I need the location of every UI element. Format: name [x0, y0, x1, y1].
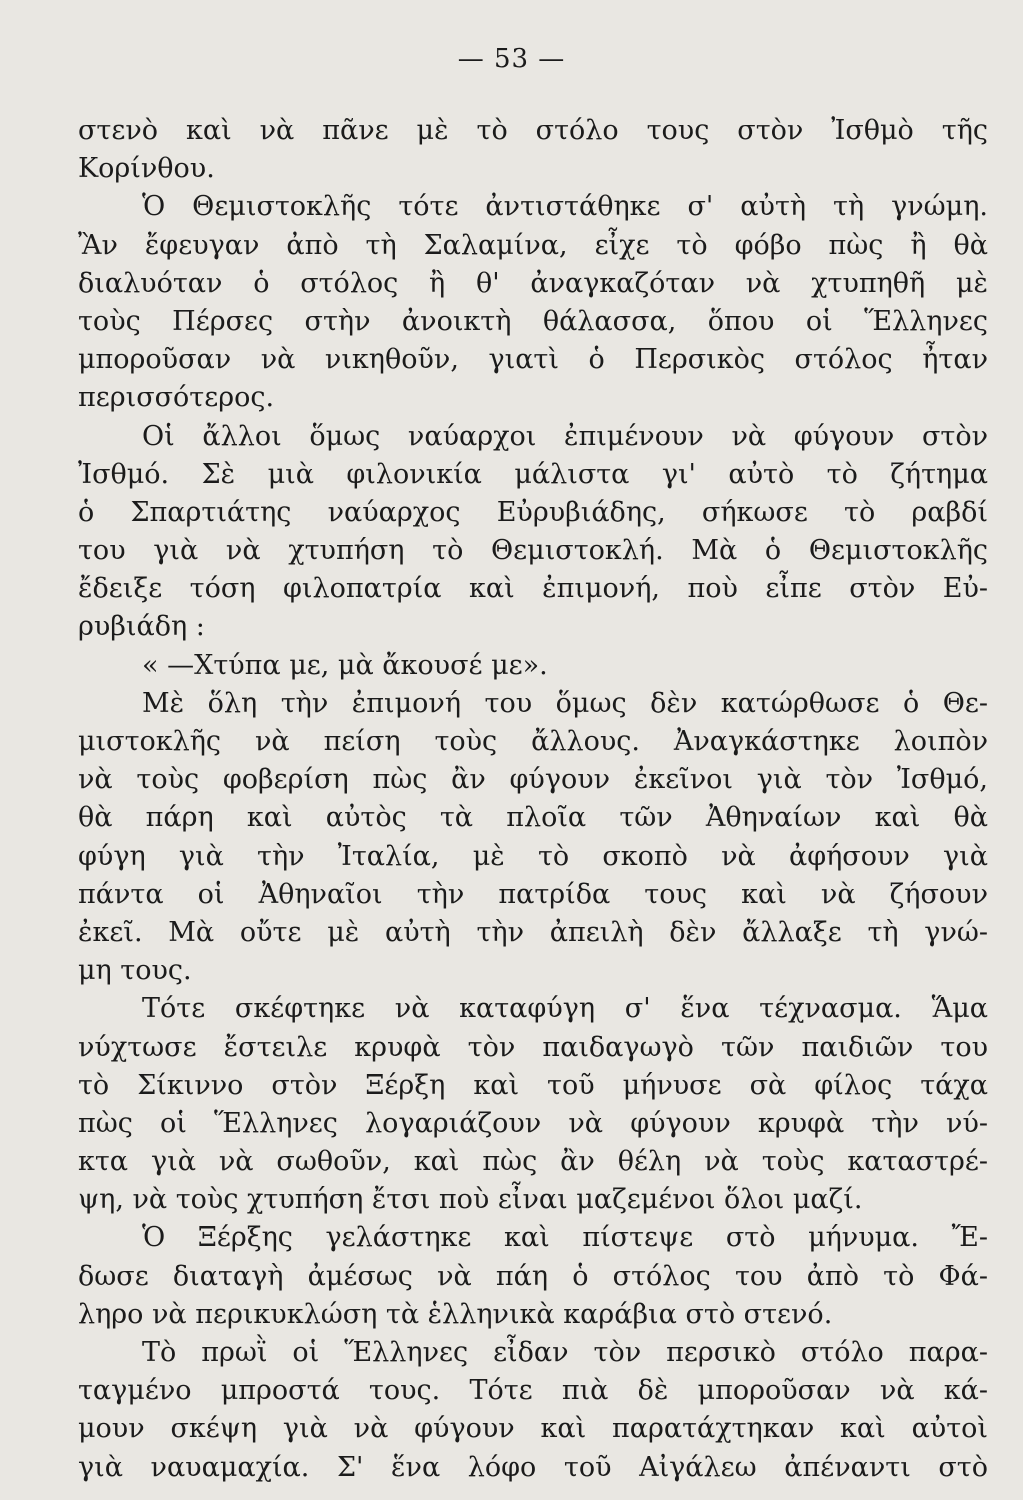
text-line: Κορίνθου. — [78, 153, 215, 185]
text-line: πάντα οἱ Ἀθηναῖοι τὴν πατρίδα τους καὶ νὰ ζήσουν — [78, 878, 988, 910]
text-line: ψη, νὰ τοὺς χτυπήση ἔτσι ποὺ εἶναι μαζεμένοι ὅλοι μαζί. — [78, 1184, 863, 1216]
text-line: ληρο νὰ περικυκλώση τὰ ἑλληνικὰ καράβια στὸ στενό. — [78, 1298, 833, 1330]
page-number: — 53 — — [457, 44, 566, 74]
text-line: νύχτωσε ἔστειλε κρυφὰ τὸν παιδαγωγὸ τῶν παιδιῶν του — [78, 1031, 988, 1063]
text-line: θὰ πάρη καὶ αὐτὸς τὰ πλοῖα τῶν Ἀθηναίων καὶ θὰ — [78, 802, 988, 834]
text-line: Ἂν ἔφευγαν ἀπὸ τὴ Σαλαμίνα, εἶχε τὸ φόβο πὼς ἢ θὰ — [78, 229, 988, 261]
text-line: ἔδειξε τόση φιλοπατρία καὶ ἐπιμονή, ποὺ εἶπε στὸν Εὐ- — [78, 573, 988, 605]
text-line: τὸ Σίκιννο στὸν Ξέρξη καὶ τοῦ μήνυσε σὰ φίλος τάχα — [78, 1069, 988, 1101]
quote-line: « —Χτύπα με, μὰ ἄκουσέ με». — [142, 649, 548, 681]
text-line: ταγμένο μπροστά τους. Τότε πιὰ δὲ μποροῦσαν νὰ κά- — [78, 1375, 988, 1407]
text-line: του γιὰ νὰ χτυπήση τὸ Θεμιστοκλή. Μὰ ὁ Θεμιστοκλῆς — [78, 535, 988, 567]
text-line: μουν σκέψη γιὰ νὰ φύγουν καὶ παρατάχτηκαν καὶ αὐτοὶ — [78, 1413, 988, 1445]
text-line: ρυβιάδη : — [78, 611, 205, 643]
text-line: ὁ Σπαρτιάτης ναύαρχος Εὐρυβιάδης, σήκωσε τὸ ραβδί — [78, 496, 988, 528]
paragraph-start-line: Ὁ Ξέρξης γελάστηκε καὶ πίστεψε στὸ μήνυμα. Ἔ- — [142, 1222, 988, 1254]
text-line: δωσε διαταγὴ ἀμέσως νὰ πάη ὁ στόλος του ἀπὸ τὸ Φά- — [78, 1260, 988, 1292]
paragraph-start-line: Ὁ Θεμιστοκλῆς τότε ἀντιστάθηκε σ' αὐτὴ τὴ γνώμη. — [142, 191, 988, 223]
text-line: μιστοκλῆς νὰ πείση τοὺς ἄλλους. Ἀναγκάστηκε λοιπὸν — [78, 726, 988, 757]
text-line: τοὺς Πέρσες στὴν ἀνοικτὴ θάλασσα, ὅπου οἱ Ἕλληνες — [78, 305, 988, 337]
text-line: στενὸ καὶ νὰ πᾶνε μὲ τὸ στόλο τους στὸν Ἰσθμὸ τῆς — [78, 115, 988, 146]
text-line: νὰ τοὺς φοβερίση πὼς ἂν φύγουν ἐκεῖνοι γιὰ τὸν Ἰσθμό, — [78, 764, 988, 796]
text-line: μη τους. — [78, 955, 192, 987]
text-line: ἐκεῖ. Μὰ οὔτε μὲ αὐτὴ τὴν ἀπειλὴ δὲν ἄλλαξε τὴ γνώ- — [78, 916, 988, 948]
text-line: κτα γιὰ νὰ σωθοῦν, καὶ πὼς ἂν θέλη νὰ τοὺς καταστρέ- — [78, 1146, 988, 1178]
body-text — [78, 112, 988, 1487]
text-line: περισσότερος. — [78, 382, 275, 414]
paragraph-start-line: Τὸ πρωῒ οἱ Ἕλληνες εἶδαν τὸν περσικὸ στόλο παρα- — [142, 1337, 988, 1368]
text-line: μποροῦσαν νὰ νικηθοῦν, γιατὶ ὁ Περσικὸς στόλος ἦταν — [78, 344, 988, 376]
paragraph-start-line: Μὲ ὅλη τὴν ἐπιμονή του ὅμως δὲν κατώρθωσε ὁ Θε- — [142, 687, 988, 719]
text-line: διαλυόταν ὁ στόλος ἢ θ' ἀναγκαζόταν νὰ χτυπηθῆ μὲ — [78, 267, 988, 299]
text-line: γιὰ ναυαμαχία. Σ' ἕνα λόφο τοῦ Αἰγάλεω ἀπέναντι στὸ — [78, 1451, 988, 1483]
text-line: πὼς οἱ Ἕλληνες λογαριάζουν νὰ φύγουν κρυφὰ τὴν νύ- — [78, 1107, 988, 1139]
text-line: Ἰσθμό. Σὲ μιὰ φιλονικία μάλιστα γι' αὐτὸ τὸ ζήτημα — [78, 458, 988, 490]
paragraph-start-line: Τότε σκέφτηκε νὰ καταφύγη σ' ἕνα τέχνασμα. Ἅμα — [142, 993, 988, 1025]
text-line: φύγη γιὰ τὴν Ἰταλία, μὲ τὸ σκοπὸ νὰ ἀφήσουν γιὰ — [78, 840, 988, 872]
paragraph-start-line: Οἱ ἄλλοι ὅμως ναύαρχοι ἐπιμένουν νὰ φύγουν στὸν — [142, 420, 988, 452]
